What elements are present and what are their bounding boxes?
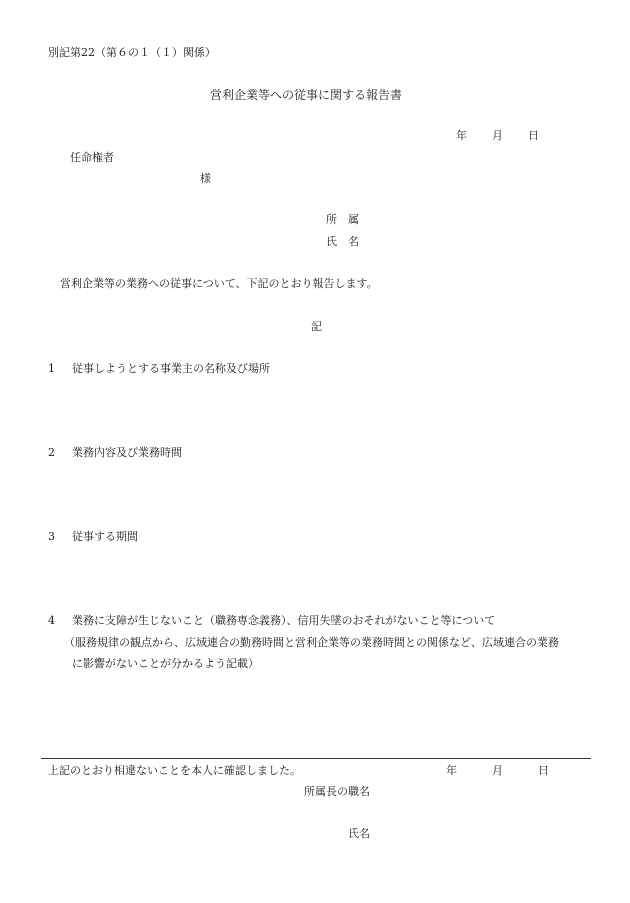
date-year-label: 年 [456,129,467,142]
appointing-authority-label: 任命権者 [70,151,114,164]
confirmation-year-label: 年 [446,764,457,777]
confirmation-month-label: 月 [492,764,503,777]
item-4-note-line-1: （服務規律の観点から、広域連合の勤務時間と営利企業等の業務時間との関係など、広域連合の業務 [64,636,559,649]
honorific-sama: 様 [200,172,211,185]
item-2-text: 業務内容及び業務時間 [72,446,182,459]
item-3-number: 3 [48,530,55,543]
item-1-number: 1 [48,362,55,375]
item-1-text: 従事しようとする事業主の名称及び場所 [72,362,270,375]
date-month-label: 月 [492,129,503,142]
confirmation-day-label: 日 [538,764,549,777]
item-2-number: 2 [48,446,55,459]
supervisor-title-label: 所属長の職名 [304,785,370,798]
ki-heading: 記 [311,320,322,333]
form-reference: 別記第22（第６の１（１）関係） [48,46,216,59]
confirmation-text: 上記のとおり相違ないことを本人に確認しました。 [48,764,301,777]
item-3-text: 従事する期間 [72,530,138,543]
item-4-text: 業務に支障が生じないこと（職務専念義務）、信用失墜のおそれがないこと等について [72,614,496,627]
document-title: 営利企業等への従事に関する報告書 [210,88,403,102]
affiliation-label: 所 属 [326,213,359,226]
name-label: 氏 名 [326,235,359,248]
item-4-number: 4 [48,614,55,627]
supervisor-name-label: 氏名 [348,827,370,840]
date-day-label: 日 [528,129,539,142]
item-4-note-line-2: に影響がないことが分かるよう記載） [72,657,259,670]
intro-text: 営利企業等の業務への従事について、下記のとおり報告します。 [60,277,378,290]
confirmation-divider [41,758,591,759]
